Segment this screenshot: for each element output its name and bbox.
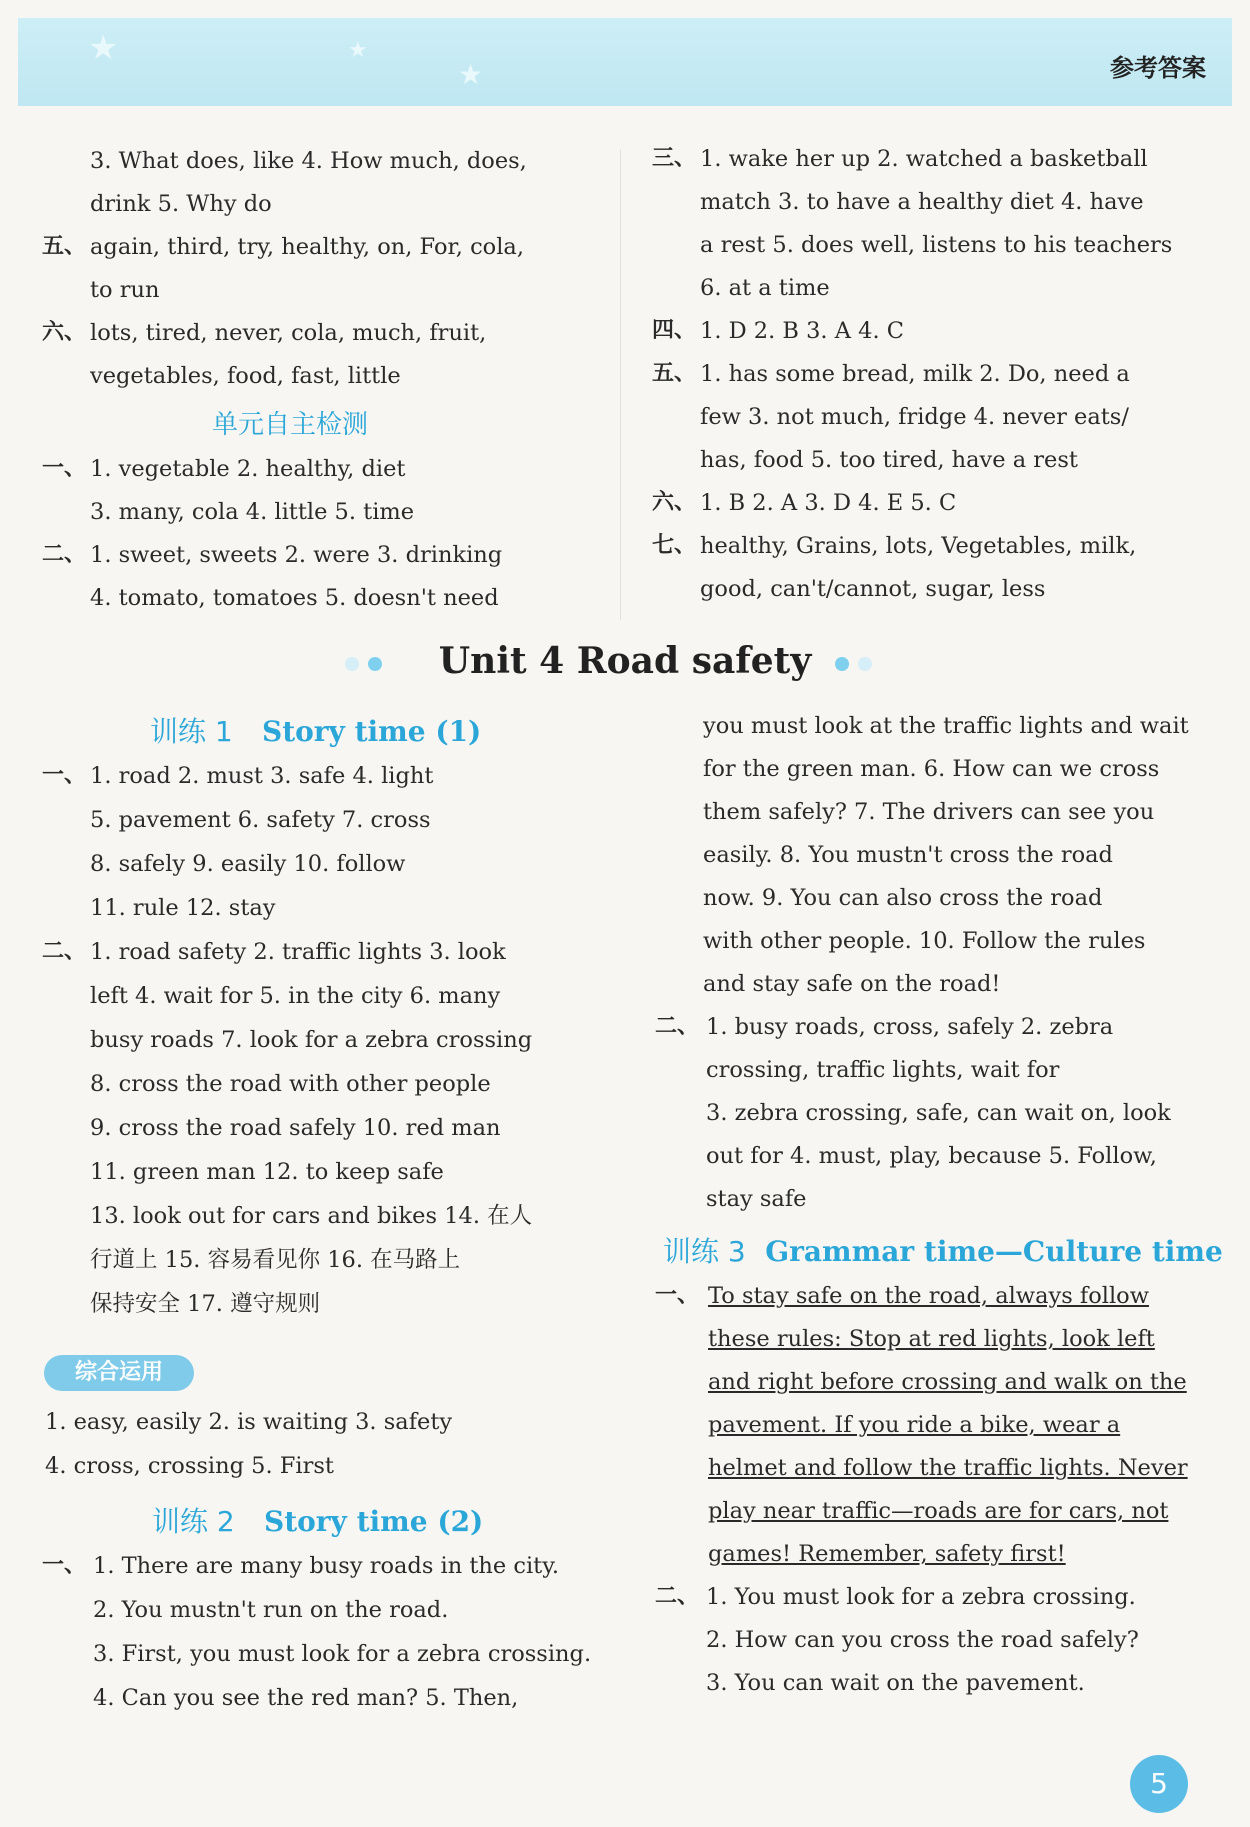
answer-line: 1. B 2. A 3. D 4. E 5. C [700, 490, 957, 516]
answer-line: 8. cross the road with other people [90, 1071, 491, 1097]
section-marker: 二、 [42, 939, 87, 964]
section-marker: 二、 [42, 542, 87, 567]
section-marker: 六、 [42, 320, 87, 345]
answer-line: has, food 5. too tired, have a rest [700, 447, 1078, 473]
train2-title: 训练 2 Story time (2) [152, 1505, 484, 1538]
section-marker: 二、 [655, 1584, 700, 1609]
answer-line: 1. sweet, sweets 2. were 3. drinking [90, 542, 503, 568]
answer-line: 3. What does, like 4. How much, does, [90, 148, 527, 174]
section-marker: 七、 [652, 533, 697, 558]
answer-line: crossing, traffic lights, wait for [706, 1057, 1060, 1083]
answer-line: you must look at the traffic lights and wait [703, 713, 1189, 739]
section-title: 单元自主检测 [212, 410, 369, 440]
answer-line: 6. at a time [700, 275, 830, 301]
star-icon: ★ [458, 58, 484, 91]
answer-line: left 4. wait for 5. in the city 6. many [90, 983, 501, 1009]
star-icon: ★ [348, 38, 368, 63]
answer-line: busy roads 7. look for a zebra crossing [90, 1027, 533, 1053]
answer-line: 11. green man 12. to keep safe [90, 1159, 444, 1185]
answer-line: pavement. If you ride a bike, wear a [708, 1412, 1121, 1438]
answer-line: 3. zebra crossing, safe, can wait on, look [706, 1100, 1171, 1126]
answer-line: stay safe [706, 1186, 807, 1212]
answer-line: lots, tired, never, cola, much, fruit, [90, 320, 487, 346]
answer-line: 4. cross, crossing 5. First [45, 1453, 334, 1479]
answer-line: 1. D 2. B 3. A 4. C [700, 318, 904, 344]
answer-line: games! Remember, safety first! [708, 1541, 1066, 1567]
answer-line: with other people. 10. Follow the rules [703, 928, 1146, 954]
answer-line: drink 5. Why do [90, 191, 272, 217]
train3-title: 训练 3 Grammar time—Culture time [663, 1235, 1223, 1268]
section-marker: 一、 [42, 1553, 87, 1578]
answer-line: 1. You must look for a zebra crossing. [706, 1584, 1136, 1610]
answer-line: play near traffic—roads are for cars, not [708, 1498, 1169, 1524]
answer-line: 1. has some bread, milk 2. Do, need a [700, 361, 1130, 387]
column-divider [620, 150, 621, 620]
header-title: 参考答案 [1110, 54, 1206, 82]
section-marker: 一、 [42, 763, 87, 788]
answer-line: 4. Can you see the red man? 5. Then, [93, 1685, 519, 1711]
section-marker: 五、 [42, 234, 87, 259]
answer-line: these rules: Stop at red lights, look left [708, 1326, 1155, 1352]
answer-line: 保持安全 17. 遵守规则 [90, 1291, 321, 1317]
decor-dot [858, 657, 872, 671]
section-marker: 三、 [652, 146, 697, 171]
answer-line: 1. There are many busy roads in the city. [93, 1553, 560, 1579]
header-band [18, 18, 1232, 106]
answer-line: 1. vegetable 2. healthy, diet [90, 456, 406, 482]
answer-line: 1. road 2. must 3. safe 4. light [90, 763, 434, 789]
section-marker: 一、 [42, 456, 87, 481]
answer-line: 1. wake her up 2. watched a basketball [700, 146, 1148, 172]
answer-line: and stay safe on the road! [703, 971, 1001, 997]
train1-title: 训练 1 Story time (1) [150, 715, 482, 748]
answer-line: few 3. not much, fridge 4. never eats/ [700, 404, 1129, 430]
answer-line: 9. cross the road safely 10. red man [90, 1115, 501, 1141]
answer-line: 3. First, you must look for a zebra crossing. [93, 1641, 592, 1667]
answer-line: helmet and follow the traffic lights. Never [708, 1455, 1188, 1481]
answer-line: 1. road safety 2. traffic lights 3. look [90, 939, 506, 965]
answer-line: healthy, Grains, lots, Vegetables, milk, [700, 533, 1137, 559]
answer-line: out for 4. must, play, because 5. Follow, [706, 1143, 1157, 1169]
answer-line: 13. look out for cars and bikes 14. 在人 [90, 1203, 533, 1229]
apply-badge: 综合运用 [44, 1355, 194, 1391]
answer-line: good, can't/cannot, sugar, less [700, 576, 1046, 602]
unit-title: Unit 4 Road safety [438, 640, 812, 682]
answer-line: vegetables, food, fast, little [90, 363, 401, 389]
answer-line: easily. 8. You mustn't cross the road [703, 842, 1113, 868]
answer-line: now. 9. You can also cross the road [703, 885, 1103, 911]
answer-line: again, third, try, healthy, on, For, cola, [90, 234, 524, 260]
answer-line: 8. safely 9. easily 10. follow [90, 851, 406, 877]
answer-line: 4. tomato, tomatoes 5. doesn't need [90, 585, 499, 611]
answer-line: 1. easy, easily 2. is waiting 3. safety [45, 1409, 453, 1435]
answer-line: 3. many, cola 4. little 5. time [90, 499, 415, 525]
section-marker: 五、 [652, 361, 697, 386]
answer-line: To stay safe on the road, always follow [708, 1283, 1149, 1309]
page-number: 5 [1130, 1755, 1188, 1813]
answer-line: them safely? 7. The drivers can see you [703, 799, 1155, 825]
answer-line: for the green man. 6. How can we cross [703, 756, 1160, 782]
answer-line: 11. rule 12. stay [90, 895, 276, 921]
section-marker: 一、 [655, 1283, 700, 1308]
star-icon: ★ [88, 28, 119, 68]
answer-line: a rest 5. does well, listens to his teachers [700, 232, 1173, 258]
answer-line: 3. You can wait on the pavement. [706, 1670, 1085, 1696]
section-marker: 二、 [655, 1014, 700, 1039]
section-marker: 四、 [652, 318, 697, 343]
answer-line: match 3. to have a healthy diet 4. have [700, 189, 1144, 215]
answer-line: 5. pavement 6. safety 7. cross [90, 807, 431, 833]
answer-line: 2. How can you cross the road safely? [706, 1627, 1139, 1653]
answer-line: 2. You mustn't run on the road. [93, 1597, 449, 1623]
answer-line: 1. busy roads, cross, safely 2. zebra [706, 1014, 1114, 1040]
decor-dot [835, 657, 849, 671]
section-marker: 六、 [652, 490, 697, 515]
answer-line: 行道上 15. 容易看见你 16. 在马路上 [90, 1247, 461, 1273]
answer-line: to run [90, 277, 160, 303]
answer-line: and right before crossing and walk on the [708, 1369, 1187, 1395]
